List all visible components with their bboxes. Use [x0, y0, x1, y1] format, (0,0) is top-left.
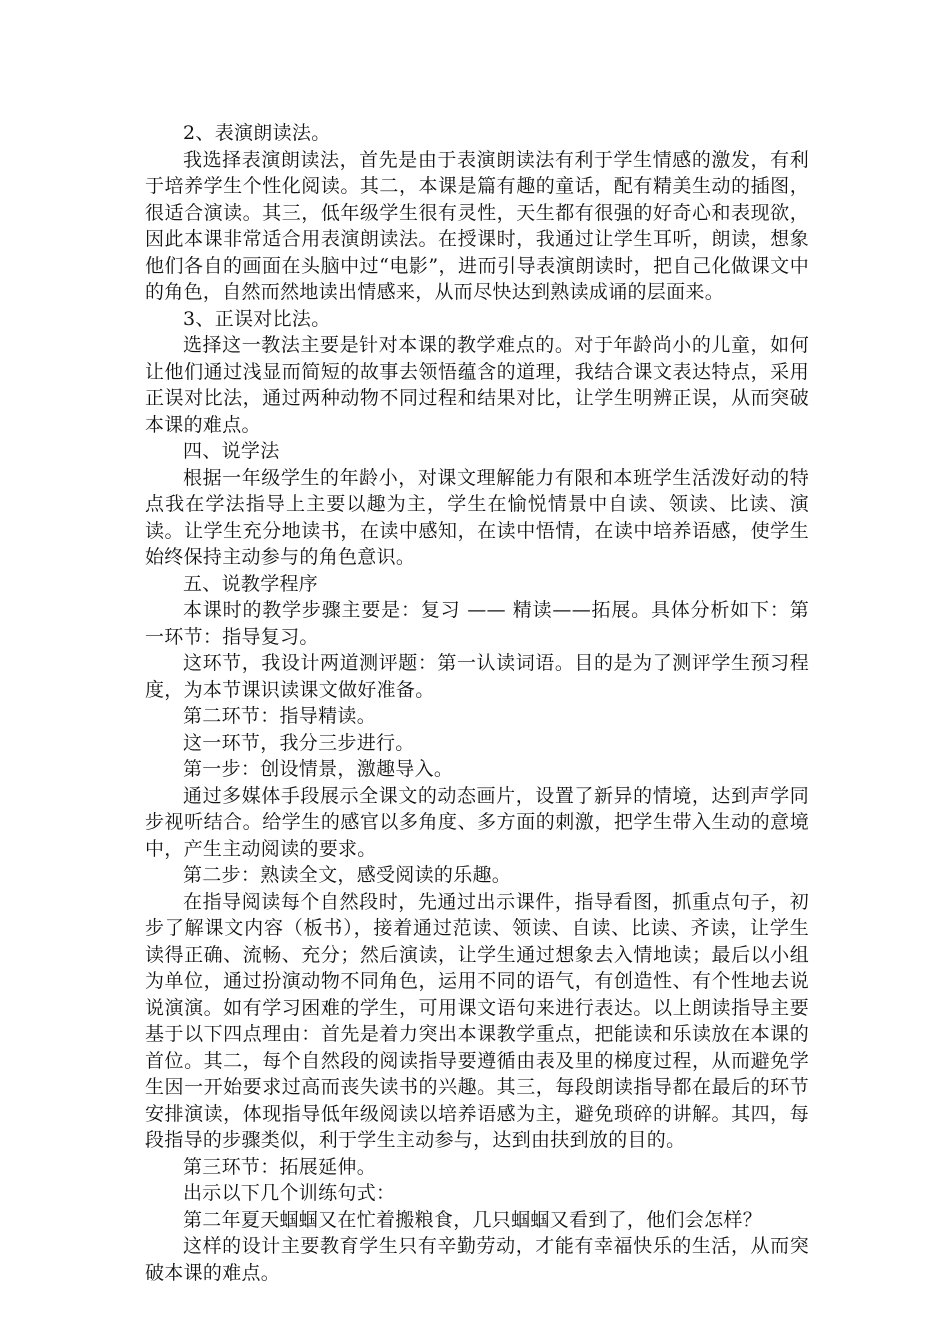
- document-page: [145, 120, 809, 1286]
- paragraph-performance-reading: 我选择表演朗读法，首先是由于表演朗读法有利于学生情感的激发，有利于培养学生个性化阅读。其二，本课是篇有趣的童话，配有精美生动的插图，很适合演读。其三，低年级学生很有灵性，天生都有很强的好奇心和表现欲，因此本课非常适合用表演朗读法。在授课时，我通过让学生耳听，朗读，想象他们各自的画面在头脑中过“电影”，进而引导表演朗读时，把自己化做课文中的角色，自然而然地读出情感来，从而尽快达到熟读成诵的层面来。: [145, 148, 809, 303]
- paragraph-learning-method: 根据一年级学生的年龄小，对课文理解能力有限和本班学生活泼好动的特点我在学法指导上主要以趣为主，学生在愉悦情景中自读、领读、比读、演读。让学生充分地读书，在读中感知，在读中悟情，在读中培养语感，使学生始终保持主动参与的角色意识。: [145, 466, 809, 568]
- paragraph-conclusion: 这样的设计主要教育学生只有辛勤劳动，才能有幸福快乐的生活，从而突破本课的难点。: [145, 1235, 809, 1284]
- heading-performance-reading: 2、表演朗读法。: [183, 122, 331, 144]
- heading-teaching-procedure: 五、说教学程序: [183, 572, 319, 595]
- paragraph-step-two: 在指导阅读每个自然段时，先通过出示课件，指导看图，抓重点句子，初步了解课文内容（板书），接着通过范读、领读、自读、比读、齐读，让学生读得正确、流畅、充分；然后演读，让学生通过想象去入情地读；最后以小组为单位，通过扮演动物不同角色，运用不同的语气，有创造性、有个性地去说说演演。如有学习困难的学生，可用课文语句来进行表达。以上朗读指导主要基于以下四点理由：首先是着力突出本课教学重点，把能读和乐读放在本课的首位。其二，每个自然段的阅读指导要遵循由表及里的梯度过程，从而避免学生因一开始要求过高而丧失读书的兴趣。其三，每段朗读指导都在最后的环节安排演读，体现指导低年级阅读以培养语感为主，避免琐碎的讲解。其四，每段指导的步骤类似，利于学生主动参与，达到由扶到放的目的。: [145, 890, 809, 1151]
- heading-third-stage: 第三环节：拓展延伸。: [183, 1155, 377, 1178]
- paragraph-procedure-overview: 本课时的教学步骤主要是：复习 —— 精读——拓展。具体分析如下：第一环节：指导复习。: [145, 599, 809, 648]
- paragraph-contrast-method: 选择这一教法主要是针对本课的教学难点的。对于年龄尚小的儿童，如何让他们通过浅显而简短的故事去领悟蕴含的道理，我结合课文表达特点，采用正误对比法，通过两种动物不同过程和结果对比，让学生明辨正误，从而突破本课的难点。: [145, 334, 809, 436]
- heading-contrast-method: 3、正误对比法。: [183, 307, 331, 330]
- paragraph-training-sentences: 出示以下几个训练句式：: [183, 1182, 396, 1204]
- heading-step-two: 第二步：熟读全文，感受阅读的乐趣。: [183, 864, 512, 886]
- heading-learning-method: 四、说学法: [183, 440, 280, 462]
- paragraph-question: 第二年夏天蝈蝈又在忙着搬粮食，几只蝈蝈又看到了，他们会怎样？: [183, 1208, 763, 1231]
- heading-step-one: 第一步：创设情景，激趣导入。: [183, 758, 454, 780]
- paragraph-three-steps: 这一环节，我分三步进行。: [183, 731, 415, 754]
- heading-second-stage: 第二环节：指导精读。: [183, 705, 377, 727]
- paragraph-review-step: 这环节，我设计两道测评题：第一认读词语。目的是为了测评学生预习程度，为本节课识读课文做好准备。: [145, 652, 809, 701]
- paragraph-step-one: 通过多媒体手段展示全课文的动态画片，设置了新异的情境，达到声学同步视听结合。给学生的感官以多角度、多方面的刺激，把学生带入生动的意境中，产生主动阅读的要求。: [145, 784, 809, 860]
